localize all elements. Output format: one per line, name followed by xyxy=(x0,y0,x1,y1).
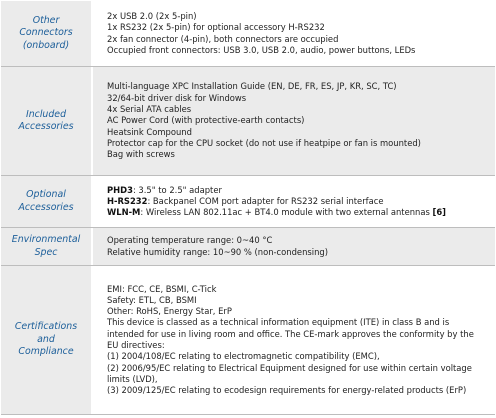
spec-line: (2) 2006/95/EC relating to Electrical Equipment designed for use within certain voltage xyxy=(107,362,472,373)
row-label-cell xyxy=(1,176,93,227)
row-label-certifications: Certifications and Compliance xyxy=(14,321,78,358)
spec-line: EU directives: xyxy=(107,340,165,350)
row-label-cell xyxy=(1,228,93,265)
spec-line: AC Power Cord (with protective-earth contacts) xyxy=(107,115,305,126)
spec-line: limits (LVD), xyxy=(107,373,158,384)
row-optional-accessories xyxy=(1,176,495,227)
product-description: : Backpanel COM port adapter for RS232 serial interface xyxy=(147,195,384,206)
spec-line: intended for use in living room and office. The CE-mark approves the conformity by the xyxy=(107,328,474,339)
spec-line: Bag with screws xyxy=(107,149,175,160)
row-content-optional-accessories xyxy=(93,176,495,227)
row-content-environmental-spec xyxy=(93,228,495,265)
spec-line xyxy=(107,207,489,218)
spec-line: This device is classed as a technical information equipment (ITE) in class B and is xyxy=(107,317,450,328)
product-code: H-RS232 xyxy=(107,195,148,206)
spec-line: EMI: FCC, CE, BSMI, C-Tick xyxy=(107,283,217,294)
row-label-included-accessories: Included Accessories xyxy=(18,108,74,132)
row-certifications xyxy=(1,266,495,414)
row-environmental-spec xyxy=(1,228,495,265)
spec-line: 2x fan connector (4-pin), both connectors are occupied xyxy=(107,33,339,44)
row-divider xyxy=(1,414,495,415)
row-label-cell xyxy=(1,1,93,66)
row-label-cell xyxy=(1,266,93,414)
spec-line: 32/64-bit driver disk for Windows xyxy=(107,92,247,103)
footnote-ref: [6] xyxy=(432,207,446,218)
row-other-connectors xyxy=(1,1,495,66)
spec-line: 1x RS232 (2x 5-pin) for optional accessory H-RS232 xyxy=(107,22,325,33)
spec-line: (3) 2009/125/EC relating to ecodesign requirements for energy-related products (ErP) xyxy=(107,385,467,396)
row-label-optional-accessories: Optional Accessories xyxy=(18,189,74,213)
spec-line: Heatsink Compound xyxy=(107,126,192,137)
row-included-accessories xyxy=(1,67,495,175)
row-content-other-connectors xyxy=(93,1,495,66)
row-label-cell xyxy=(1,67,93,175)
spec-line: 4x Serial ATA cables xyxy=(107,104,192,115)
spec-line: 2x USB 2.0 (2x 5-pin) xyxy=(107,10,197,21)
spec-line: (1) 2004/108/EC relating to electromagnetic compatibility (EMC), xyxy=(107,351,380,362)
row-content-certifications xyxy=(93,266,495,414)
product-description: : Wireless LAN 802.11ac + BT4.0 module with two external antennas xyxy=(140,207,433,218)
row-label-other-connectors: Other Connectors (onboard) xyxy=(19,14,73,51)
spec-line xyxy=(107,196,489,207)
product-code: WLN-M xyxy=(107,207,141,218)
product-code: PHD3 xyxy=(107,184,133,195)
row-content-included-accessories xyxy=(93,67,495,175)
spec-line xyxy=(107,185,489,196)
spec-line: Other: RoHS, Energy Star, ErP xyxy=(107,306,232,317)
spec-line: Safety: ETL, CB, BSMI xyxy=(107,294,197,305)
spec-line: Occupied front connectors: USB 3.0, USB 2.0, audio, power buttons, LEDs xyxy=(107,44,416,55)
spec-line: Multi-language XPC Installation Guide (EN, DE, FR, ES, JP, KR, SC, TC) xyxy=(107,81,397,92)
spec-table xyxy=(1,1,495,416)
spec-line: Relative humidity range: 10~90 % (non-condensing) xyxy=(107,246,328,257)
row-label-environmental-spec: Environmental Spec xyxy=(11,234,81,258)
spec-line: Operating temperature range: 0~40 °C xyxy=(107,235,273,246)
product-description: : 3.5" to 2.5" adapter xyxy=(132,184,222,195)
spec-line: Protector cap for the CPU socket (do not use if heatpipe or fan is mounted) xyxy=(107,137,421,148)
